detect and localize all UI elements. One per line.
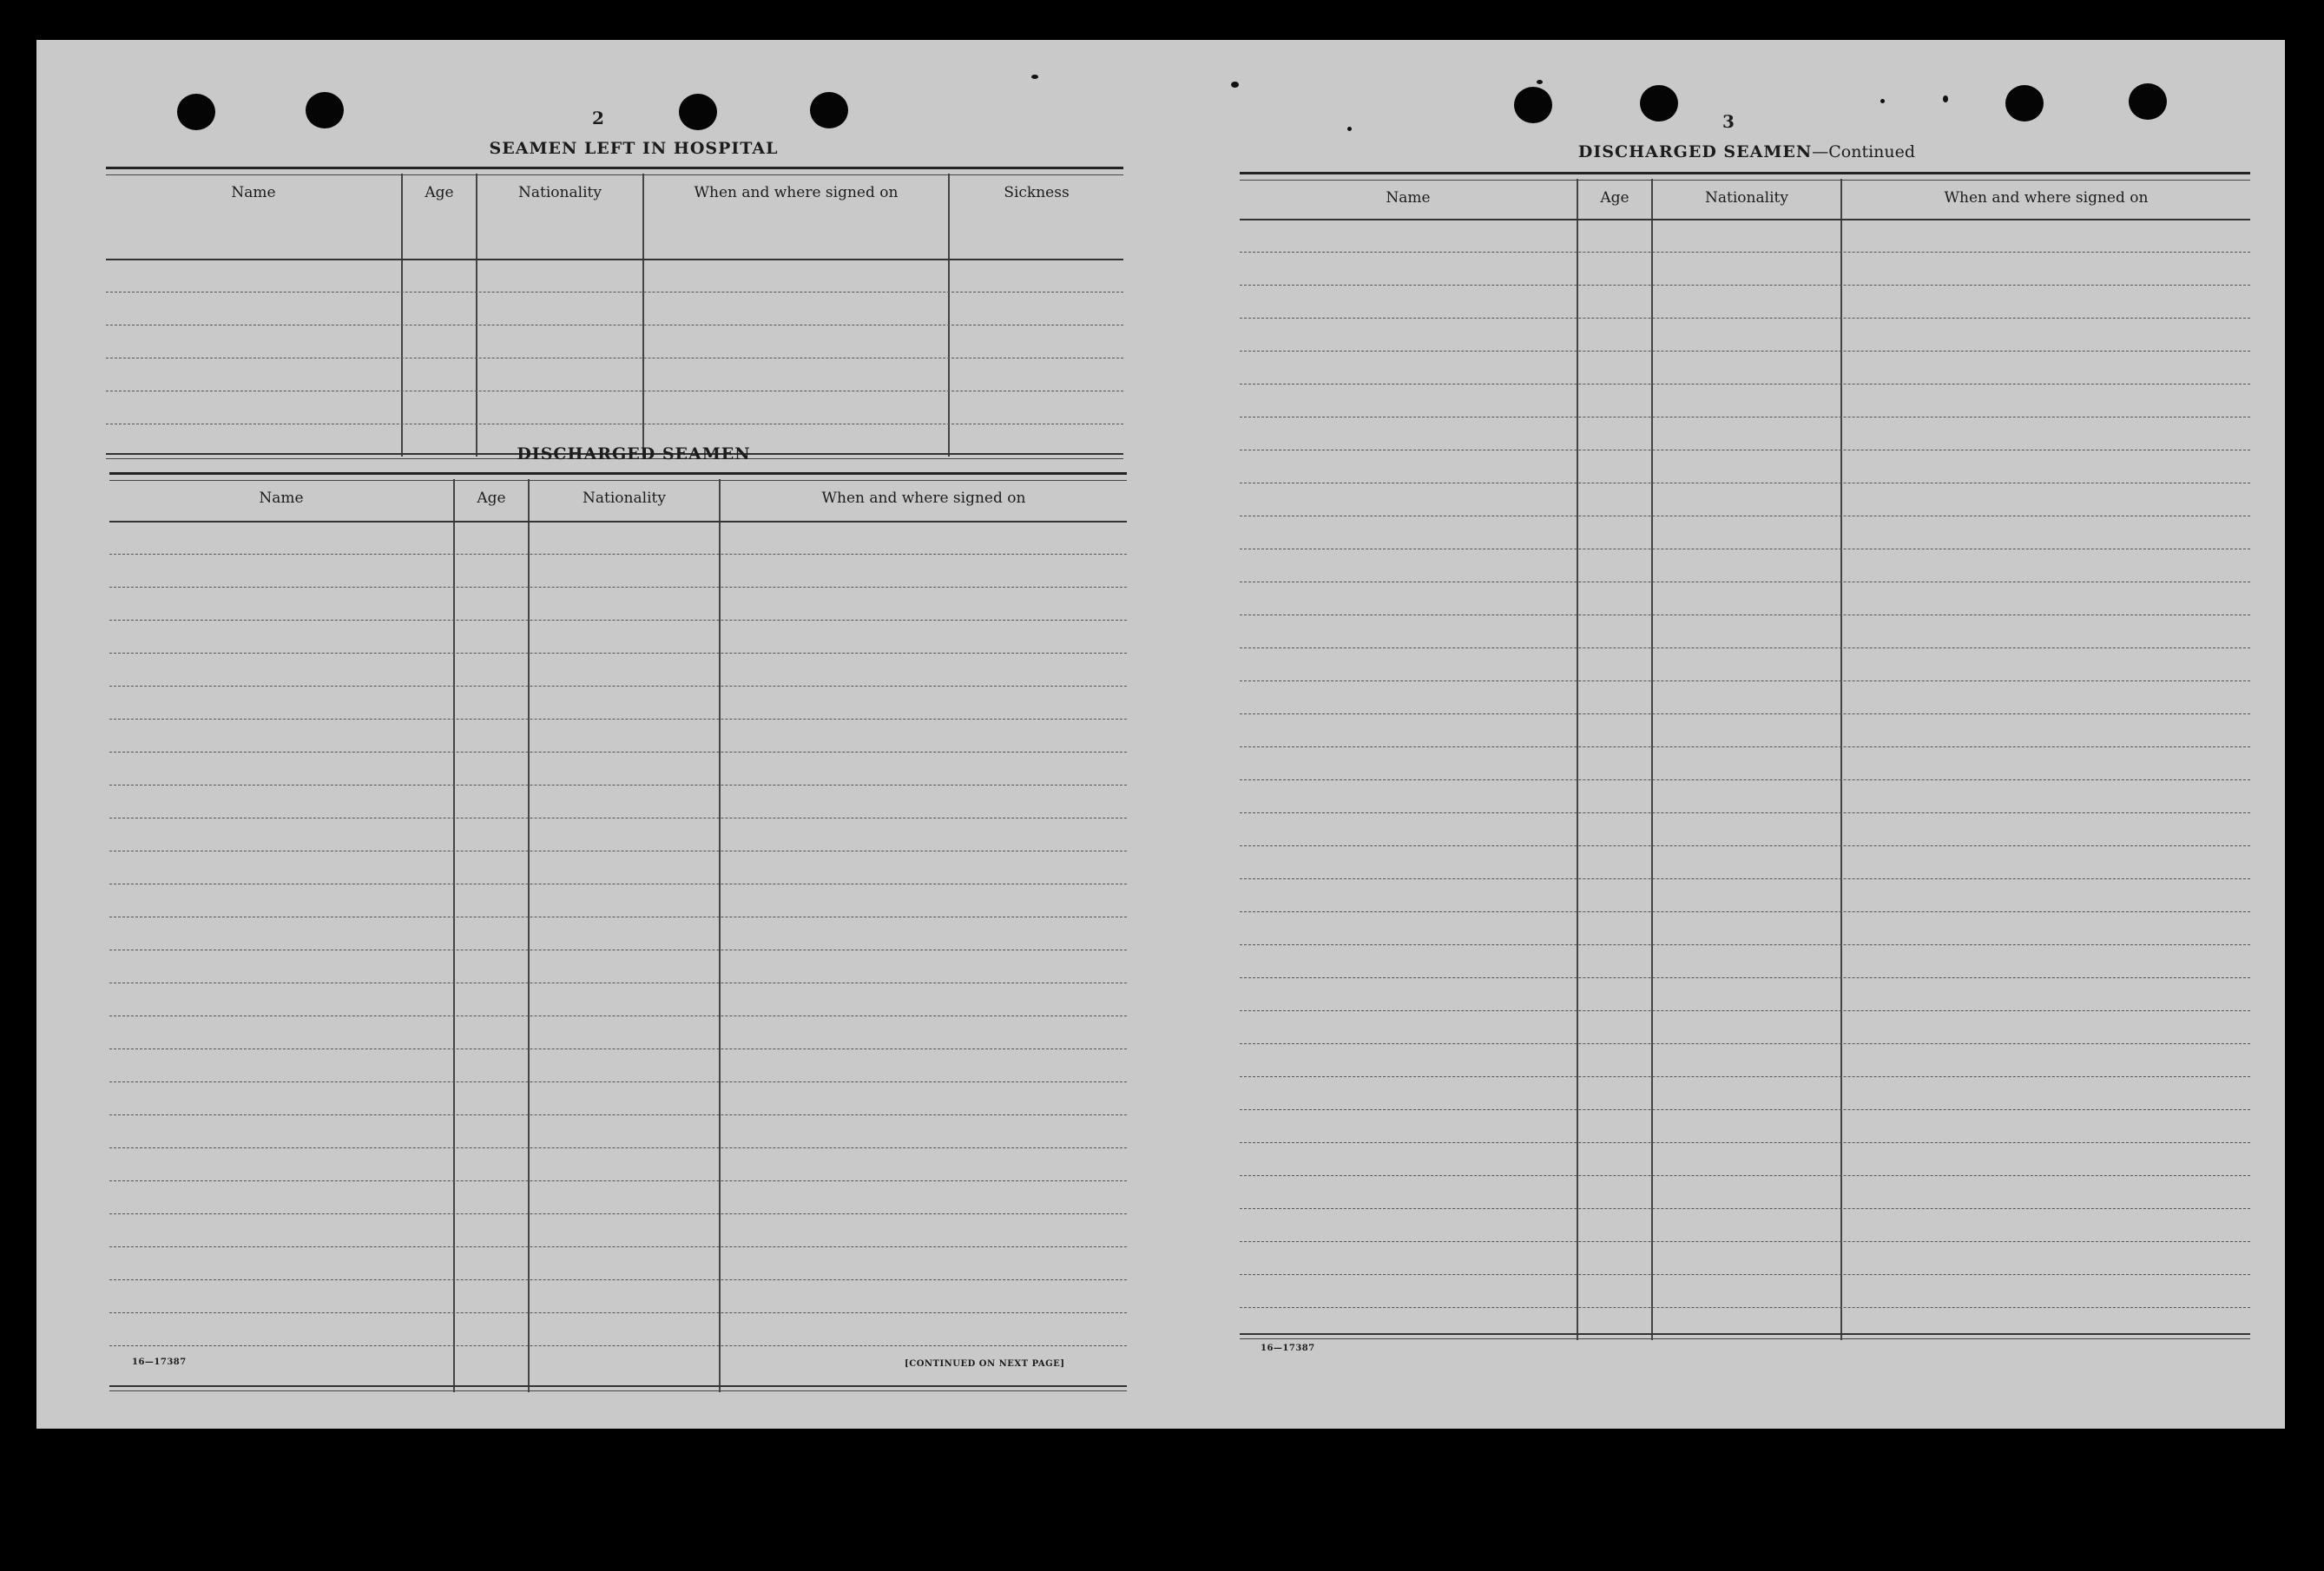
- column-divider: [476, 174, 477, 457]
- ink-speck: [1231, 82, 1239, 88]
- ink-speck: [1537, 80, 1543, 84]
- table-row: [109, 1312, 1127, 1313]
- column-divider: [1840, 179, 1842, 1340]
- punch-hole: [1640, 85, 1678, 122]
- table-row: [1240, 1010, 2250, 1011]
- table-row: [109, 752, 1127, 753]
- table-row: [1240, 384, 2250, 385]
- table-row: [109, 620, 1127, 621]
- table-row: [109, 1114, 1127, 1115]
- column-header-when-where-signed-on: When and where signed on: [694, 184, 899, 201]
- punch-hole: [2129, 83, 2167, 120]
- table-row: [109, 1345, 1127, 1346]
- punch-hole: [1514, 87, 1552, 123]
- column-header-age: Age: [477, 490, 506, 507]
- table-row: [109, 1081, 1127, 1082]
- table-row: [109, 1213, 1127, 1214]
- table-row: [1240, 285, 2250, 286]
- table-row: [1240, 1307, 2250, 1308]
- column-header-age: Age: [1600, 189, 1629, 207]
- column-header-nationality: Nationality: [518, 184, 602, 201]
- column-header-when-where-signed-on: When and where signed on: [1944, 189, 2149, 207]
- ink-speck: [1031, 75, 1038, 79]
- punch-hole: [679, 94, 717, 130]
- header-rule: [109, 521, 1127, 523]
- column-divider: [948, 174, 950, 457]
- table-row: [1240, 713, 2250, 714]
- column-header-name: Name: [231, 184, 276, 201]
- punch-hole: [2005, 85, 2044, 122]
- column-header-nationality: Nationality: [1705, 189, 1788, 207]
- table-row: [1240, 1109, 2250, 1110]
- table-row: [1240, 944, 2250, 945]
- table-row: [109, 554, 1127, 555]
- column-header-age: Age: [425, 184, 454, 201]
- table-row: [1240, 845, 2250, 846]
- table-bottom-rule: [109, 1385, 1127, 1391]
- column-header-name: Name: [1386, 189, 1431, 207]
- table-row: [109, 1246, 1127, 1247]
- table-row: [1240, 746, 2250, 747]
- table-row: [106, 292, 1123, 293]
- table-row: [109, 1279, 1127, 1280]
- header-rule: [1240, 219, 2250, 220]
- ink-speck: [1943, 95, 1948, 102]
- table-row: [1240, 1208, 2250, 1209]
- form-number-right: 16—17387: [1261, 1344, 1315, 1353]
- column-divider: [401, 174, 403, 457]
- table-row: [1240, 1241, 2250, 1242]
- column-divider: [719, 479, 721, 1392]
- table-row: [1240, 911, 2250, 912]
- ink-speck: [1880, 99, 1885, 103]
- column-divider: [1651, 179, 1653, 1340]
- discharged-section-title: DISCHARGED SEAMEN: [517, 444, 751, 463]
- punch-hole: [177, 94, 215, 130]
- table-row: [1240, 977, 2250, 978]
- table-bottom-rule: [1240, 1333, 2250, 1339]
- discharged-continued-title-main: DISCHARGED SEAMEN: [1577, 142, 1813, 161]
- column-header-when-where-signed-on: When and where signed on: [821, 490, 1026, 507]
- table-row: [109, 653, 1127, 654]
- table-row: [109, 1147, 1127, 1148]
- continued-note: [CONTINUED ON NEXT PAGE]: [905, 1359, 1065, 1369]
- form-number-left: 16—17387: [132, 1357, 187, 1367]
- hospital-table: [106, 167, 1123, 462]
- table-row: [1240, 252, 2250, 253]
- discharged-continued-table: [1240, 172, 2250, 1387]
- table-row: [1240, 318, 2250, 319]
- table-row: [109, 785, 1127, 786]
- table-top-rule: [106, 167, 1123, 175]
- header-rule: [106, 259, 1123, 260]
- column-header-name: Name: [259, 490, 304, 507]
- table-row: [1240, 1043, 2250, 1044]
- table-top-rule: [109, 472, 1127, 481]
- table-top-rule: [1240, 172, 2250, 181]
- table-row: [1240, 1274, 2250, 1275]
- column-divider: [1577, 179, 1578, 1340]
- table-row: [1240, 779, 2250, 780]
- ink-speck: [1347, 127, 1352, 131]
- table-row: [1240, 878, 2250, 879]
- column-divider: [642, 174, 644, 457]
- table-row: [1240, 351, 2250, 352]
- page-number-right: 3: [1722, 111, 1735, 132]
- table-row: [109, 719, 1127, 720]
- table-row: [109, 1180, 1127, 1181]
- discharged-table: [109, 472, 1127, 1392]
- column-header-sickness: Sickness: [1004, 184, 1070, 201]
- table-row: [109, 686, 1127, 687]
- punch-hole: [306, 92, 344, 128]
- column-divider: [453, 479, 455, 1392]
- hospital-section-title: SEAMEN LEFT IN HOSPITAL: [489, 139, 779, 158]
- page-number-left: 2: [592, 108, 604, 128]
- table-row: [1240, 1142, 2250, 1143]
- document-paper: [36, 40, 2285, 1429]
- table-row: [1240, 812, 2250, 813]
- column-divider: [528, 479, 530, 1392]
- punch-hole: [810, 92, 848, 128]
- table-row: [1240, 1175, 2250, 1176]
- discharged-continued-title: [1512, 142, 1981, 161]
- discharged-continued-title-suffix: —Continued: [1812, 142, 1916, 161]
- table-row: [1240, 647, 2250, 648]
- table-row: [109, 587, 1127, 588]
- table-row: [1240, 680, 2250, 681]
- column-header-nationality: Nationality: [583, 490, 666, 507]
- table-row: [109, 1048, 1127, 1049]
- table-row: [1240, 1076, 2250, 1077]
